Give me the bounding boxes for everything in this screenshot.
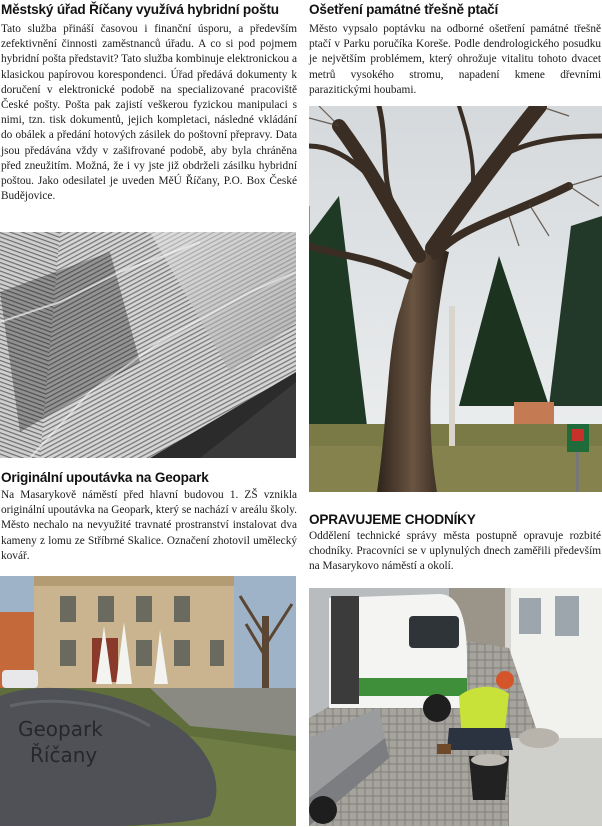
article-geopark: [1, 470, 297, 564]
article-body: Oddělení technické správy města postupně opravuje rozbité chodníky. Pracovníci se v uplynulých dnech zaměřili především na Masarykovo náměstí a okolí.: [309, 530, 601, 573]
geopark-stone-line-1: Geopark: [18, 717, 103, 741]
geopark-stone-line-2: Říčany: [30, 743, 98, 767]
article-body: Na Masarykově náměstí před hlavní budovou 1. ZŠ vznikla originální upoutávka na Geopark, který se nachází v areálu školy. Město nechalo na nevyužité travnaté prostranství instalovat dva kameny z lomu ze Stříbrné Skalice. Označení zhotovil umělecký kovář.: [1, 489, 297, 562]
article-sidewalks: [309, 512, 601, 575]
article-title: OPRAVUJEME CHODNÍKY: [309, 512, 476, 527]
article-title: Originální upoutávka na Geopark: [1, 470, 209, 485]
cherry-tree-photo: [309, 106, 602, 492]
sidewalk-repair-photo: [309, 588, 602, 826]
envelopes-photo: [0, 232, 296, 458]
article-title: Městský úřad Říčany využívá hybridní poštu: [1, 2, 279, 17]
geopark-photo: [0, 576, 296, 826]
article-body: Město vypsalo poptávku na odborné ošetření památné třešně ptačí v Parku poručíka Koreše. Podle dendrologického posudku je největším problémem, který ohrožuje vitalitu tohoto dvacet metrů vysokého stromu, napadení kmene dřevními parazitickými houbami.: [309, 23, 601, 96]
article-hybrid-post: [1, 2, 297, 204]
article-cherry-tree: [309, 2, 601, 98]
article-body: Tato služba přináší časovou i finanční úsporu, a především zefektivnění činnosti zaměstnanců úřadu. A co si pod pojmem hybridní pošta představit? Tato služba kombinuje elektronickou a klasickou papírovou korespondenci. Úřad předává dokumenty k doručení v elektronické podobě na specializované pracoviště České pošty. Pošta pak zajistí veškerou fyzickou manipulaci s nimi, tzn. tisk dokumentů, jejich kompletaci, následné vkládání do obálek a předání hotových zásilek do poštovní přepravy. Data jsou předávána vždy v zašifrované podobě, aby byla chráněna před zneužitím. Možná, že i vy jste již obdrželi zásilku hybridní poštou. Jako odesilatel je uveden MěÚ Říčany, P.O. Box České Budějovice.: [1, 23, 297, 203]
article-title: Ošetření památné třešně ptačí: [309, 2, 499, 17]
